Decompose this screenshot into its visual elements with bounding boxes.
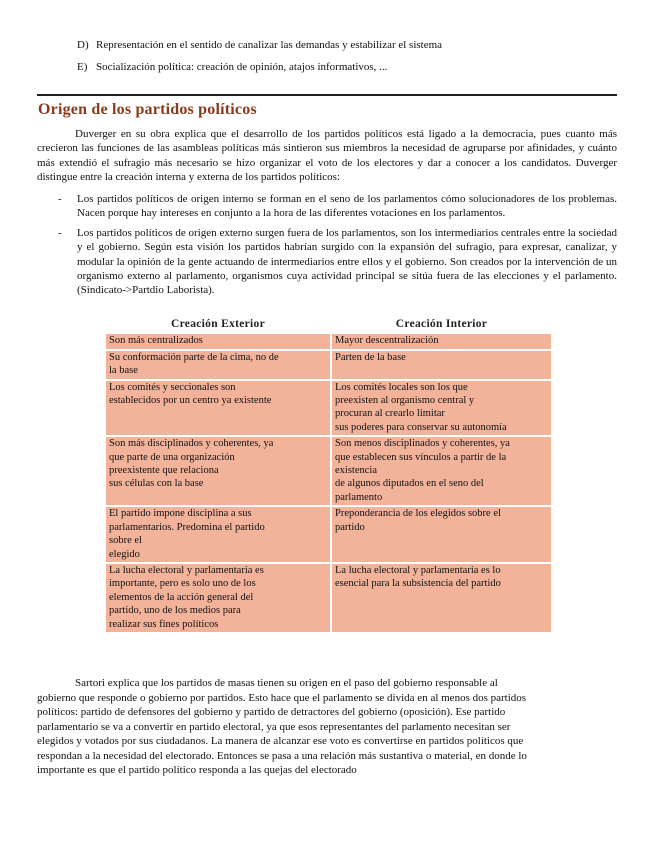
table-row [105,506,552,563]
cell-line: Son más disciplinados y coherentes, ya [109,438,274,450]
cell-line: importante, pero es solo uno de los [109,578,256,590]
bullet-text: Los partidos políticos de origen externo surgen fuera de los parlamentos, son los intermediarios centrales entre la sociedad y el gobierno. Según esta visión los partidos habrían surgido con la expansión del sufragio, para expresar, canalizar, y modular la opinión de la gente actuando de intermediarios entre ellos y el gobierno. Son creados por la intervención de un organismo externo al parlamento, organismos cuya actividad principal se sitúa fuera de las elecciones y el parlamento. (Sindicato->Partdio Laborista). [77,226,617,297]
comparison-table [104,318,553,634]
paragraph-line: Sartori explica que los partidos de masas tienen su origen en el paso del gobierno responsable al [75,677,498,689]
bullet-text: Los partidos políticos de origen interno se forman en el seno de los parlamentos cómo solucionadores de los problemas. Nacen porque hay intereses en conjunto a la hora de las diferentes votaciones en los parlamentos. [77,193,617,220]
section-title: Origen de los partidos políticos [38,101,257,118]
cell-line: parlamento [335,491,383,503]
intro-paragraph [37,127,617,185]
sartori-paragraph [37,676,617,778]
cell-exterior [105,563,331,633]
cell-line: Los comités y seccionales son [109,381,236,393]
paragraph-line: elegidos y votados por sus ciudadanos. La manera de alcanzar ese voto es convertirse en partidos políticos que [37,735,524,747]
cell-exterior [105,350,331,380]
cell-line: La lucha electoral y parlamentaria es lo [335,564,501,576]
cell-line: El partido impone disciplina a sus [109,508,252,520]
bullet-item [58,192,617,221]
cell-line: sus células con la base [109,478,204,490]
table-row [105,350,552,380]
list-item-e [77,61,387,73]
cell-line: Son más centralizados [109,335,203,347]
list-key: E) [77,61,88,73]
cell-line: que parte de una organización [109,451,235,463]
cell-line: Preponderancia de los elegidos sobre el [335,508,501,520]
cell-line: procuran al crearlo limitar [335,408,445,420]
paragraph-line: importante es que el partido político responda a las quejas del electorado [37,764,357,776]
cell-line: esencial para la subsistencia del partido [335,578,501,590]
paragraph-line: políticos: partido de defensores del gobierno y partido de detractores del gobierno (oposición). Ese partido [37,706,506,718]
table-row [105,380,552,437]
list-item-d [77,39,442,51]
cell-line: Los comités locales son los que [335,381,468,393]
bullet-item [58,226,617,298]
cell-interior [331,333,552,349]
cell-line: partido, uno de los medios para [109,605,241,617]
cell-line: realizar sus fines políticos [109,618,219,630]
list-text: Socialización política: creación de opinión, atajos informativos, ... [96,61,388,73]
cell-line: La lucha electoral y parlamentaria es [109,564,264,576]
cell-exterior [105,436,331,506]
cell-line: Parten de la base [335,351,406,363]
cell-line: la base [109,365,138,377]
paragraph-line: gobierno que responde o gobierno por partidos. Esto hace que el parlamento se divida en al menos dos partidos [37,691,527,704]
cell-line: Son menos disciplinados y coherentes, ya [335,438,510,450]
paragraph-line: parlamentario se va a convertir en partido electoral, ya que esos representantes del parlamento necesitan ser [37,720,511,733]
cell-line: parlamentarios. Predomina el partido [109,521,265,533]
table-row [105,436,552,506]
cell-interior [331,380,552,437]
column-header-exterior: Creación Exterior [171,318,265,330]
column-header-interior: Creación Interior [395,318,488,330]
bullet-marker: - [58,193,62,205]
cell-line: sobre el [109,535,142,547]
table-row [105,563,552,633]
cell-line: que establecen sus vínculos a partir de la [335,451,507,463]
cell-interior [331,563,552,633]
cell-exterior [105,380,331,437]
cell-line: de algunos diputados en el seno del [335,478,484,490]
list-key: D) [77,39,89,51]
bullet-marker: - [58,226,62,239]
table-row [105,333,552,349]
cell-line: elegido [109,548,140,560]
list-text: Representación en el sentido de canalizar las demandas y estabilizar el sistema [96,39,443,51]
cell-interior [331,436,552,506]
cell-line: partido [335,521,365,533]
intro-text: Duverger en su obra explica que el desarrollo de los partidos políticos está ligado a la democracia, pues cuanto más crecieron las funciones de las asambleas políticas más sintieron sus miembros la necesidad de agruparse por afinidades, y cuánto más extendió el sufragio más necesario se hizo organizar el voto de los electores y dar a conocer a los candidatos. Duverger distingue entre la creación interna y externa de los partidos políticos: [37,128,617,184]
cell-line: establecidos por un centro ya existente [109,395,272,407]
bullet-list [58,192,617,303]
cell-line: existencia [335,465,377,477]
cell-line: elementos de la acción general del [109,591,254,603]
cell-interior [331,350,552,380]
cell-line: preexisten al organismo central y [335,395,475,407]
cell-line: Su conformación parte de la cima, no de [109,351,279,363]
cell-exterior [105,506,331,563]
cell-interior [331,506,552,563]
section-divider [37,94,617,96]
cell-line: sus poderes para conservar su autonomía [335,421,507,433]
paragraph-line: respondan a la necesidad del electorado. Entonces se pasa a una relación más sustantiva o material, en donde lo [37,749,527,762]
cell-exterior [105,333,331,349]
cell-line: Mayor descentralización [335,335,439,347]
cell-line: preexistente que relaciona [109,465,219,477]
